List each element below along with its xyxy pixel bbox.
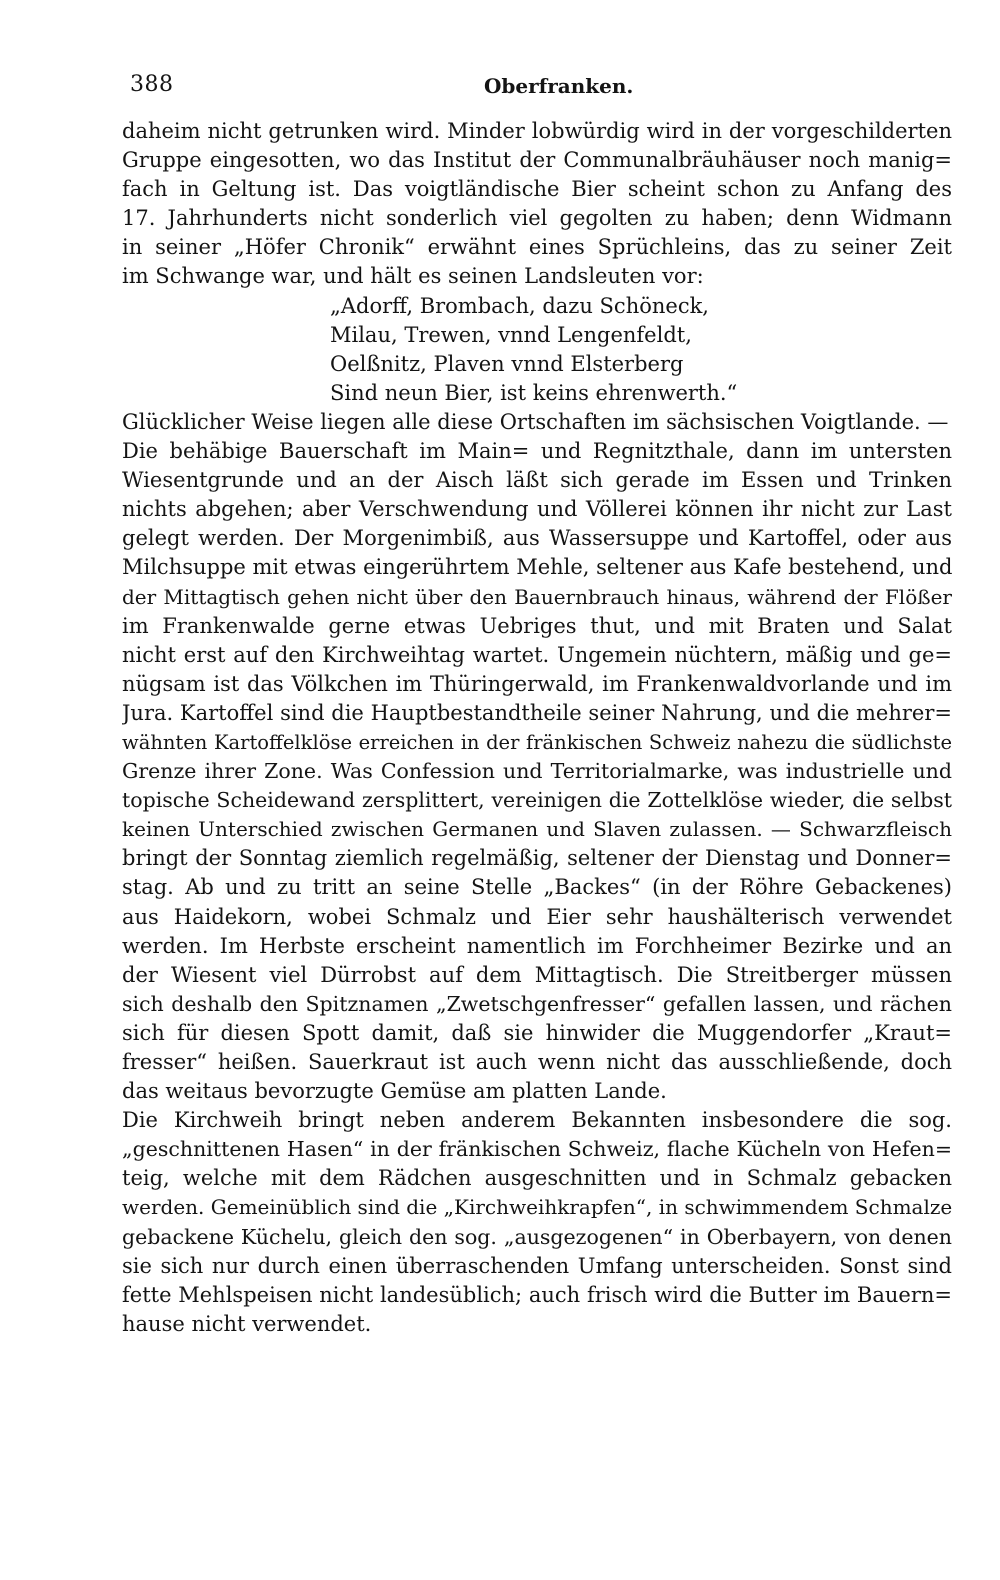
text-line: gebackene Küchelu, gleich den sog. „ausgezogenen“ in Oberbayern, von denen: [122, 1224, 952, 1249]
text-line: bringt der Sonntag ziemlich regelmäßig, seltener der Dienstag und Donner=: [122, 846, 952, 871]
text-line: nügsam ist das Völkchen im Thüringerwald, im Frankenwaldvorlande und im: [122, 671, 952, 696]
text-line: keinen Unterschied zwischen Germanen und Slaven zulassen. — Schwarzfleisch: [122, 817, 952, 842]
text-line: aus Haidekorn, wobei Schmalz und Eier sehr haushälterisch verwendet: [122, 904, 952, 929]
text-line: topische Scheidewand zersplittert, vereinigen die Zottelklöse wieder, die selbst: [122, 788, 952, 813]
verse-line: Milau, Trewen, vnnd Lengenfeldt,: [330, 322, 692, 347]
text-line: sich deshalb den Spitznamen „Zwetschgenfresser“ gefallen lassen, und rächen: [122, 991, 952, 1016]
text-line: in seiner „Höfer Chronik“ erwähnt eines Sprüchleins, das zu seiner Zeit: [122, 235, 952, 260]
text-line: Die Kirchweih bringt neben anderem Bekannten insbesondere die sog.: [122, 1108, 952, 1133]
text-line: im Schwange war, und hält es seinen Landsleuten vor:: [122, 264, 704, 289]
text-line: sie sich nur durch einen überraschenden Umfang unterscheiden. Sonst sind: [122, 1253, 952, 1278]
verse-line: „Adorff, Brombach, dazu Schöneck,: [330, 293, 709, 318]
verse-line: Sind neun Bier, ist keins ehrenwerth.“: [330, 380, 738, 405]
text-line: daheim nicht getrunken wird. Minder lobwürdig wird in der vorgeschilderten: [122, 119, 952, 143]
text-line: fette Mehlspeisen nicht landesüblich; auch frisch wird die Butter im Bauern=: [122, 1282, 952, 1307]
text-line: stag. Ab und zu tritt an seine Stelle „Backes“ (in der Röhre Gebackenes): [122, 875, 952, 900]
text-line: nichts abgehen; aber Verschwendung und Völlerei können ihr nicht zur Last: [122, 497, 952, 522]
text-line: Wiesentgrunde und an der Aisch läßt sich gerade im Essen und Trinken: [122, 468, 952, 493]
text-line: teig, welche mit dem Rädchen ausgeschnitten und in Schmalz gebacken: [122, 1166, 952, 1191]
text-line: Milchsuppe mit etwas eingerührtem Mehle, seltener aus Kafe bestehend, und: [122, 555, 952, 580]
text-line: fresser“ heißen. Sauerkraut ist auch wenn nicht das ausschließende, doch: [122, 1050, 952, 1074]
text-line: 17. Jahrhunderts nicht sonderlich viel gegolten zu haben; denn Widmann: [122, 206, 952, 231]
text-line: der Mittagtisch gehen nicht über den Bauernbrauch hinaus, während der Flößer: [122, 584, 952, 609]
text-line: „geschnittenen Hasen“ in der fränkischen Schweiz, flache Kücheln von Hefen=: [122, 1137, 952, 1162]
page-header: [122, 72, 948, 104]
text-line: hause nicht verwendet.: [122, 1311, 372, 1336]
text-line: gelegt werden. Der Morgenimbiß, aus Wassersuppe und Kartoffel, oder aus: [122, 526, 952, 551]
text-line: werden. Gemeinüblich sind die „Kirchweihkrapfen“, in schwimmendem Schmalze: [122, 1195, 952, 1220]
text-line: Gruppe eingesotten, wo das Institut der Communalbräuhäuser noch manig=: [122, 148, 952, 173]
text-line: im Frankenwalde gerne etwas Uebriges thut, und mit Braten und Salat: [122, 613, 952, 638]
text-line: Glücklicher Weise liegen alle diese Ortschaften im sächsischen Voigtlande. —: [122, 409, 949, 434]
text-line: Die behäbige Bauerschaft im Main= und Regnitzthale, dann im untersten: [122, 439, 952, 464]
text-line: sich für diesen Spott damit, daß sie hinwider die Muggendorfer „Kraut=: [122, 1020, 952, 1045]
running-head: Oberfranken.: [484, 74, 634, 98]
text-line: der Wiesent viel Dürrobst auf dem Mittagtisch. Die Streitberger müssen: [122, 962, 952, 987]
verse-line: Oelßnitz, Plaven vnnd Elsterberg: [330, 351, 684, 376]
text-line: werden. Im Herbste erscheint namentlich im Forchheimer Bezirke und an: [122, 933, 952, 958]
text-line: Jura. Kartoffel sind die Hauptbestandtheile seiner Nahrung, und die mehrer=: [122, 700, 952, 725]
text-line: fach in Geltung ist. Das voigtländische Bier scheint schon zu Anfang des: [122, 177, 952, 202]
text-line: Grenze ihrer Zone. Was Confession und Territorialmarke, was industrielle und: [122, 759, 952, 784]
text-line: wähnten Kartoffelklöse erreichen in der fränkischen Schweiz nahezu die südlichste: [122, 730, 952, 754]
text-line: das weitaus bevorzugte Gemüse am platten Lande.: [122, 1079, 667, 1104]
text-line: nicht erst auf den Kirchweihtag wartet. Ungemein nüchtern, mäßig und ge=: [122, 642, 952, 667]
page-number: 388: [130, 72, 174, 97]
body-text: [122, 117, 952, 1339]
